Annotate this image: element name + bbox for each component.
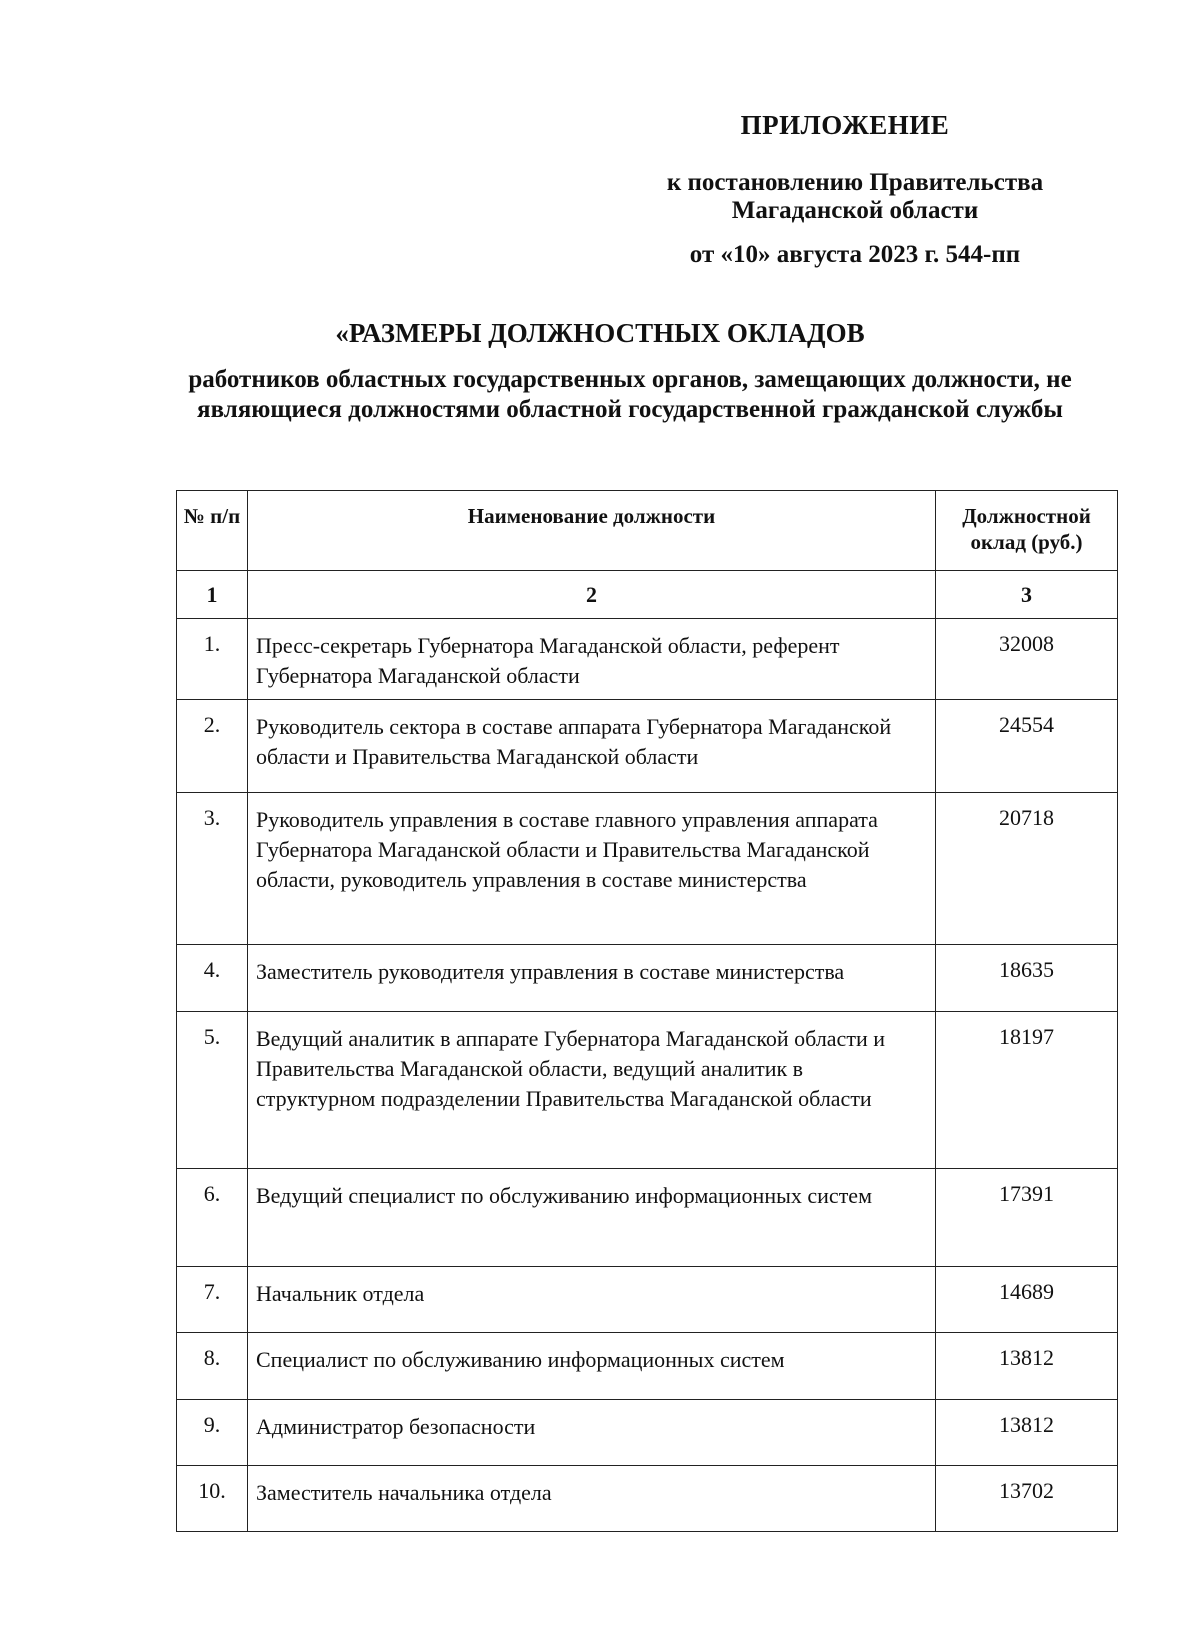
appendix-header bbox=[620, 110, 1090, 269]
column-number-row bbox=[177, 571, 1118, 619]
table-row bbox=[177, 1169, 1118, 1267]
table-row bbox=[177, 1267, 1118, 1333]
column-number-3: 3 bbox=[936, 571, 1118, 619]
position-name: Руководитель управления в составе главного управления аппарата Губернатора Магаданской области и Правительства Магаданской области, руководитель управления в составе министерства bbox=[248, 793, 936, 945]
salary-value: 32008 bbox=[936, 619, 1118, 700]
row-number: 5. bbox=[177, 1012, 248, 1169]
table-row bbox=[177, 1012, 1118, 1169]
header-salary: Должностной оклад (руб.) bbox=[936, 491, 1118, 571]
position-name: Руководитель сектора в составе аппарата Губернатора Магаданской области и Правительства Магаданской области bbox=[248, 700, 936, 793]
document-title: «РАЗМЕРЫ ДОЛЖНОСТНЫХ ОКЛАДОВ bbox=[335, 318, 865, 348]
table-row bbox=[177, 700, 1118, 793]
salary-value: 13702 bbox=[936, 1466, 1118, 1532]
appendix-line-2: Магаданской области bbox=[731, 197, 979, 224]
salary-value: 18197 bbox=[936, 1012, 1118, 1169]
position-name: Ведущий специалист по обслуживанию информационных систем bbox=[248, 1169, 936, 1267]
row-number: 7. bbox=[177, 1267, 248, 1333]
row-number: 1. bbox=[177, 619, 248, 700]
position-name: Администратор безопасности bbox=[248, 1400, 936, 1466]
position-name: Ведущий аналитик в аппарате Губернатора Магаданской области и Правительства Магаданской области, ведущий аналитик в структурном подразделении Правительства Магаданской области bbox=[248, 1012, 936, 1169]
position-name: Пресс-секретарь Губернатора Магаданской области, референт Губернатора Магаданской области bbox=[248, 619, 936, 700]
document-subtitle: работников областных государственных органов, замещающих должности, не являющиеся должностями областной государственной гражданской службы bbox=[188, 366, 1072, 423]
position-name: Специалист по обслуживанию информационных систем bbox=[248, 1333, 936, 1400]
header-position-name: Наименование должности bbox=[248, 491, 936, 571]
table-header-row bbox=[177, 491, 1118, 571]
header-number: № п/п bbox=[177, 491, 248, 571]
appendix-title: ПРИЛОЖЕНИЕ bbox=[740, 110, 950, 140]
table-row bbox=[177, 619, 1118, 700]
salary-value: 18635 bbox=[936, 945, 1118, 1012]
salary-value: 24554 bbox=[936, 700, 1118, 793]
salary-table bbox=[176, 490, 1118, 1532]
salary-value: 17391 bbox=[936, 1169, 1118, 1267]
salary-value: 14689 bbox=[936, 1267, 1118, 1333]
appendix-date: от «10» августа 2023 г. 544-пп bbox=[689, 241, 1021, 268]
column-number-2: 2 bbox=[248, 571, 936, 619]
table-row bbox=[177, 945, 1118, 1012]
column-number-1: 1 bbox=[177, 571, 248, 619]
salary-value: 13812 bbox=[936, 1400, 1118, 1466]
row-number: 4. bbox=[177, 945, 248, 1012]
appendix-line-1: к постановлению Правительства bbox=[666, 169, 1044, 196]
salary-value: 20718 bbox=[936, 793, 1118, 945]
table-row bbox=[177, 1333, 1118, 1400]
table-row bbox=[177, 793, 1118, 945]
row-number: 10. bbox=[177, 1466, 248, 1532]
salary-value: 13812 bbox=[936, 1333, 1118, 1400]
row-number: 3. bbox=[177, 793, 248, 945]
row-number: 8. bbox=[177, 1333, 248, 1400]
table-row bbox=[177, 1400, 1118, 1466]
position-name: Заместитель начальника отдела bbox=[248, 1466, 936, 1532]
position-name: Начальник отдела bbox=[248, 1267, 936, 1333]
row-number: 6. bbox=[177, 1169, 248, 1267]
table-row bbox=[177, 1466, 1118, 1532]
position-name: Заместитель руководителя управления в составе министерства bbox=[248, 945, 936, 1012]
row-number: 2. bbox=[177, 700, 248, 793]
row-number: 9. bbox=[177, 1400, 248, 1466]
